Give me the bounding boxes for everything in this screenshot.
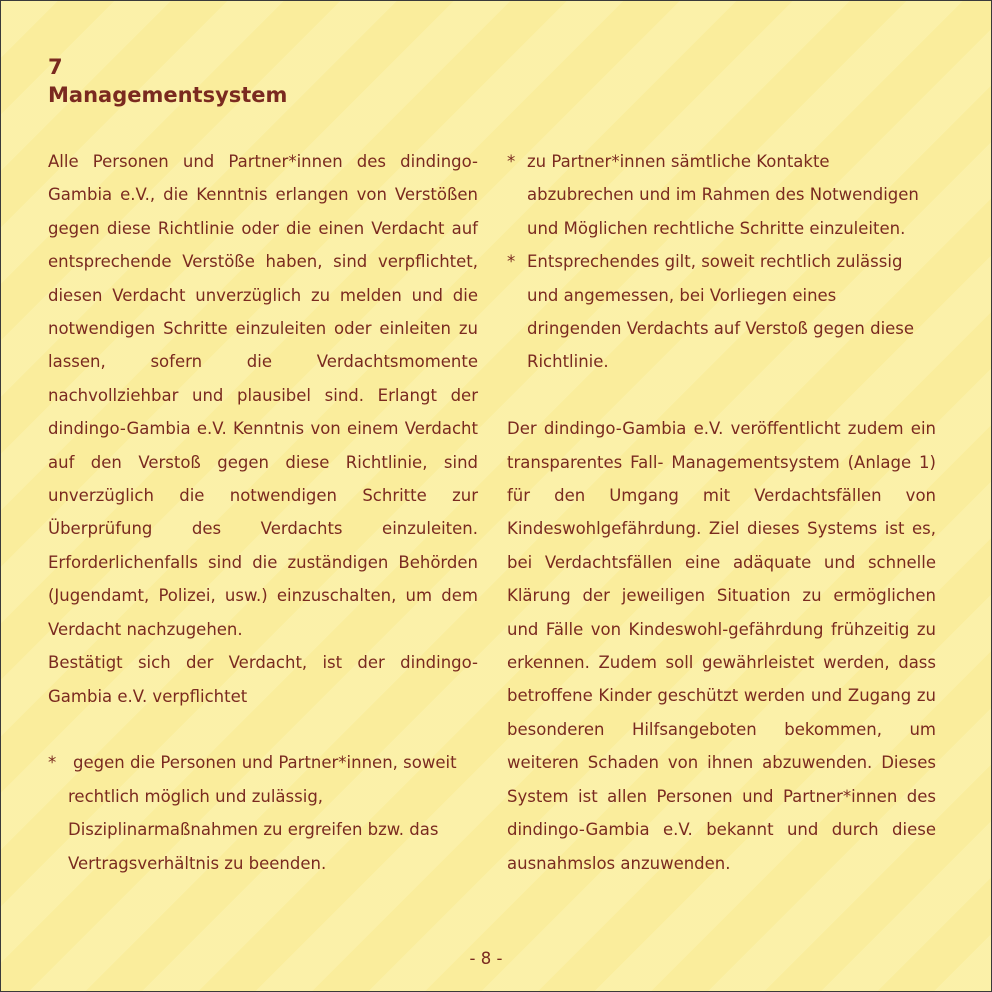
bullet-line: Vertragsverhältnis zu beenden. bbox=[68, 853, 327, 873]
bullet-item-contact-break bbox=[507, 145, 936, 245]
bullet-line: rechtlich möglich und zulässig, bbox=[68, 786, 324, 806]
bullet-item-urgent-suspicion bbox=[507, 245, 936, 379]
right-column bbox=[507, 145, 936, 880]
page-number: - 8 - bbox=[469, 949, 503, 968]
bullet-line: Disziplinarmaßnahmen zu ergreifen bzw. das bbox=[68, 820, 439, 840]
paragraph-confirmed-suspicion: Bestätigt sich der Verdacht, ist der dindingo-Gambia e.V. verpflichtet bbox=[48, 653, 478, 706]
section-number: 7 bbox=[48, 55, 63, 79]
bullet-line: zu Partner*innen sämtliche Kontakte bbox=[527, 152, 830, 171]
bullet-marker: * bbox=[48, 753, 57, 773]
bullet-line: und angemessen, bei Vorliegen eines bbox=[527, 285, 837, 305]
paragraph-reporting-duty: Alle Personen und Partner*innen des dindingo-Gambia e.V., die Kenntnis erlangen von Verstößen gegen diese Richtlinie oder die einen Verdacht auf entsprechende Verstöße haben, sind verpflichtet, diesen Verdacht unverzüglich zu melden und die notwendigen Schritte einzuleiten oder einleiten zu lassen, sofern die Verdachtsmomente nachvollziehbar und plausibel sind. Erlangt der dindingo-Gambia e.V. Kenntnis von einem Verdacht auf den Verstoß gegen diese Richtlinie, sind unverzüglich die notwendigen Schritte zur Überprüfung des Verdachts einzuleiten. Erforderlichenfalls sind die zuständigen Behörden (Jugendamt, Polizei, usw.) einzuschalten, um dem Verdacht nachzugehen. bbox=[48, 152, 478, 639]
spacer bbox=[48, 713, 478, 746]
section-title: Managementsystem bbox=[48, 83, 288, 107]
bullet-marker: * bbox=[507, 252, 516, 272]
bullet-marker: * bbox=[507, 152, 516, 171]
bullet-item-disciplinary bbox=[48, 746, 478, 880]
bullet-line: dringenden Verdachts auf Verstoß gegen diese bbox=[527, 319, 915, 339]
paragraph-case-management: Der dindingo-Gambia e.V. veröffentlicht zudem ein transparentes Fall- Managementsystem (Anlage 1) für den Umgang mit Verdachtsfällen von Kindeswohlgefährdung. Ziel dieses Systems ist es, bei Verdachtsfällen eine adäquate und schnelle Klärung der jeweiligen Situation zu ermöglichen und Fälle von Kindeswohl-gefährdung frühzeitig zu erkennen. Zudem soll gewährleistet werden, dass betroffene Kinder geschützt werden und Zugang zu besonderen Hilfsangeboten bekommen, um weiteren Schaden von ihnen abzuwenden. Dieses System ist allen Personen und Partner*innen des dindingo-Gambia e.V. bekannt und durch diese ausnahmslos anzuwenden. bbox=[507, 419, 936, 873]
section-heading bbox=[48, 53, 287, 109]
spacer bbox=[507, 379, 936, 412]
left-column bbox=[48, 145, 478, 880]
bullet-line: abzubrechen und im Rahmen des Notwendigen bbox=[527, 185, 919, 205]
bullet-line: gegen die Personen und Partner*innen, soweit bbox=[73, 753, 457, 773]
bullet-line: Entsprechendes gilt, soweit rechtlich zulässig bbox=[527, 252, 903, 272]
bullet-line: und Möglichen rechtliche Schritte einzuleiten. bbox=[527, 218, 906, 238]
bullet-line: Richtlinie. bbox=[527, 352, 609, 372]
